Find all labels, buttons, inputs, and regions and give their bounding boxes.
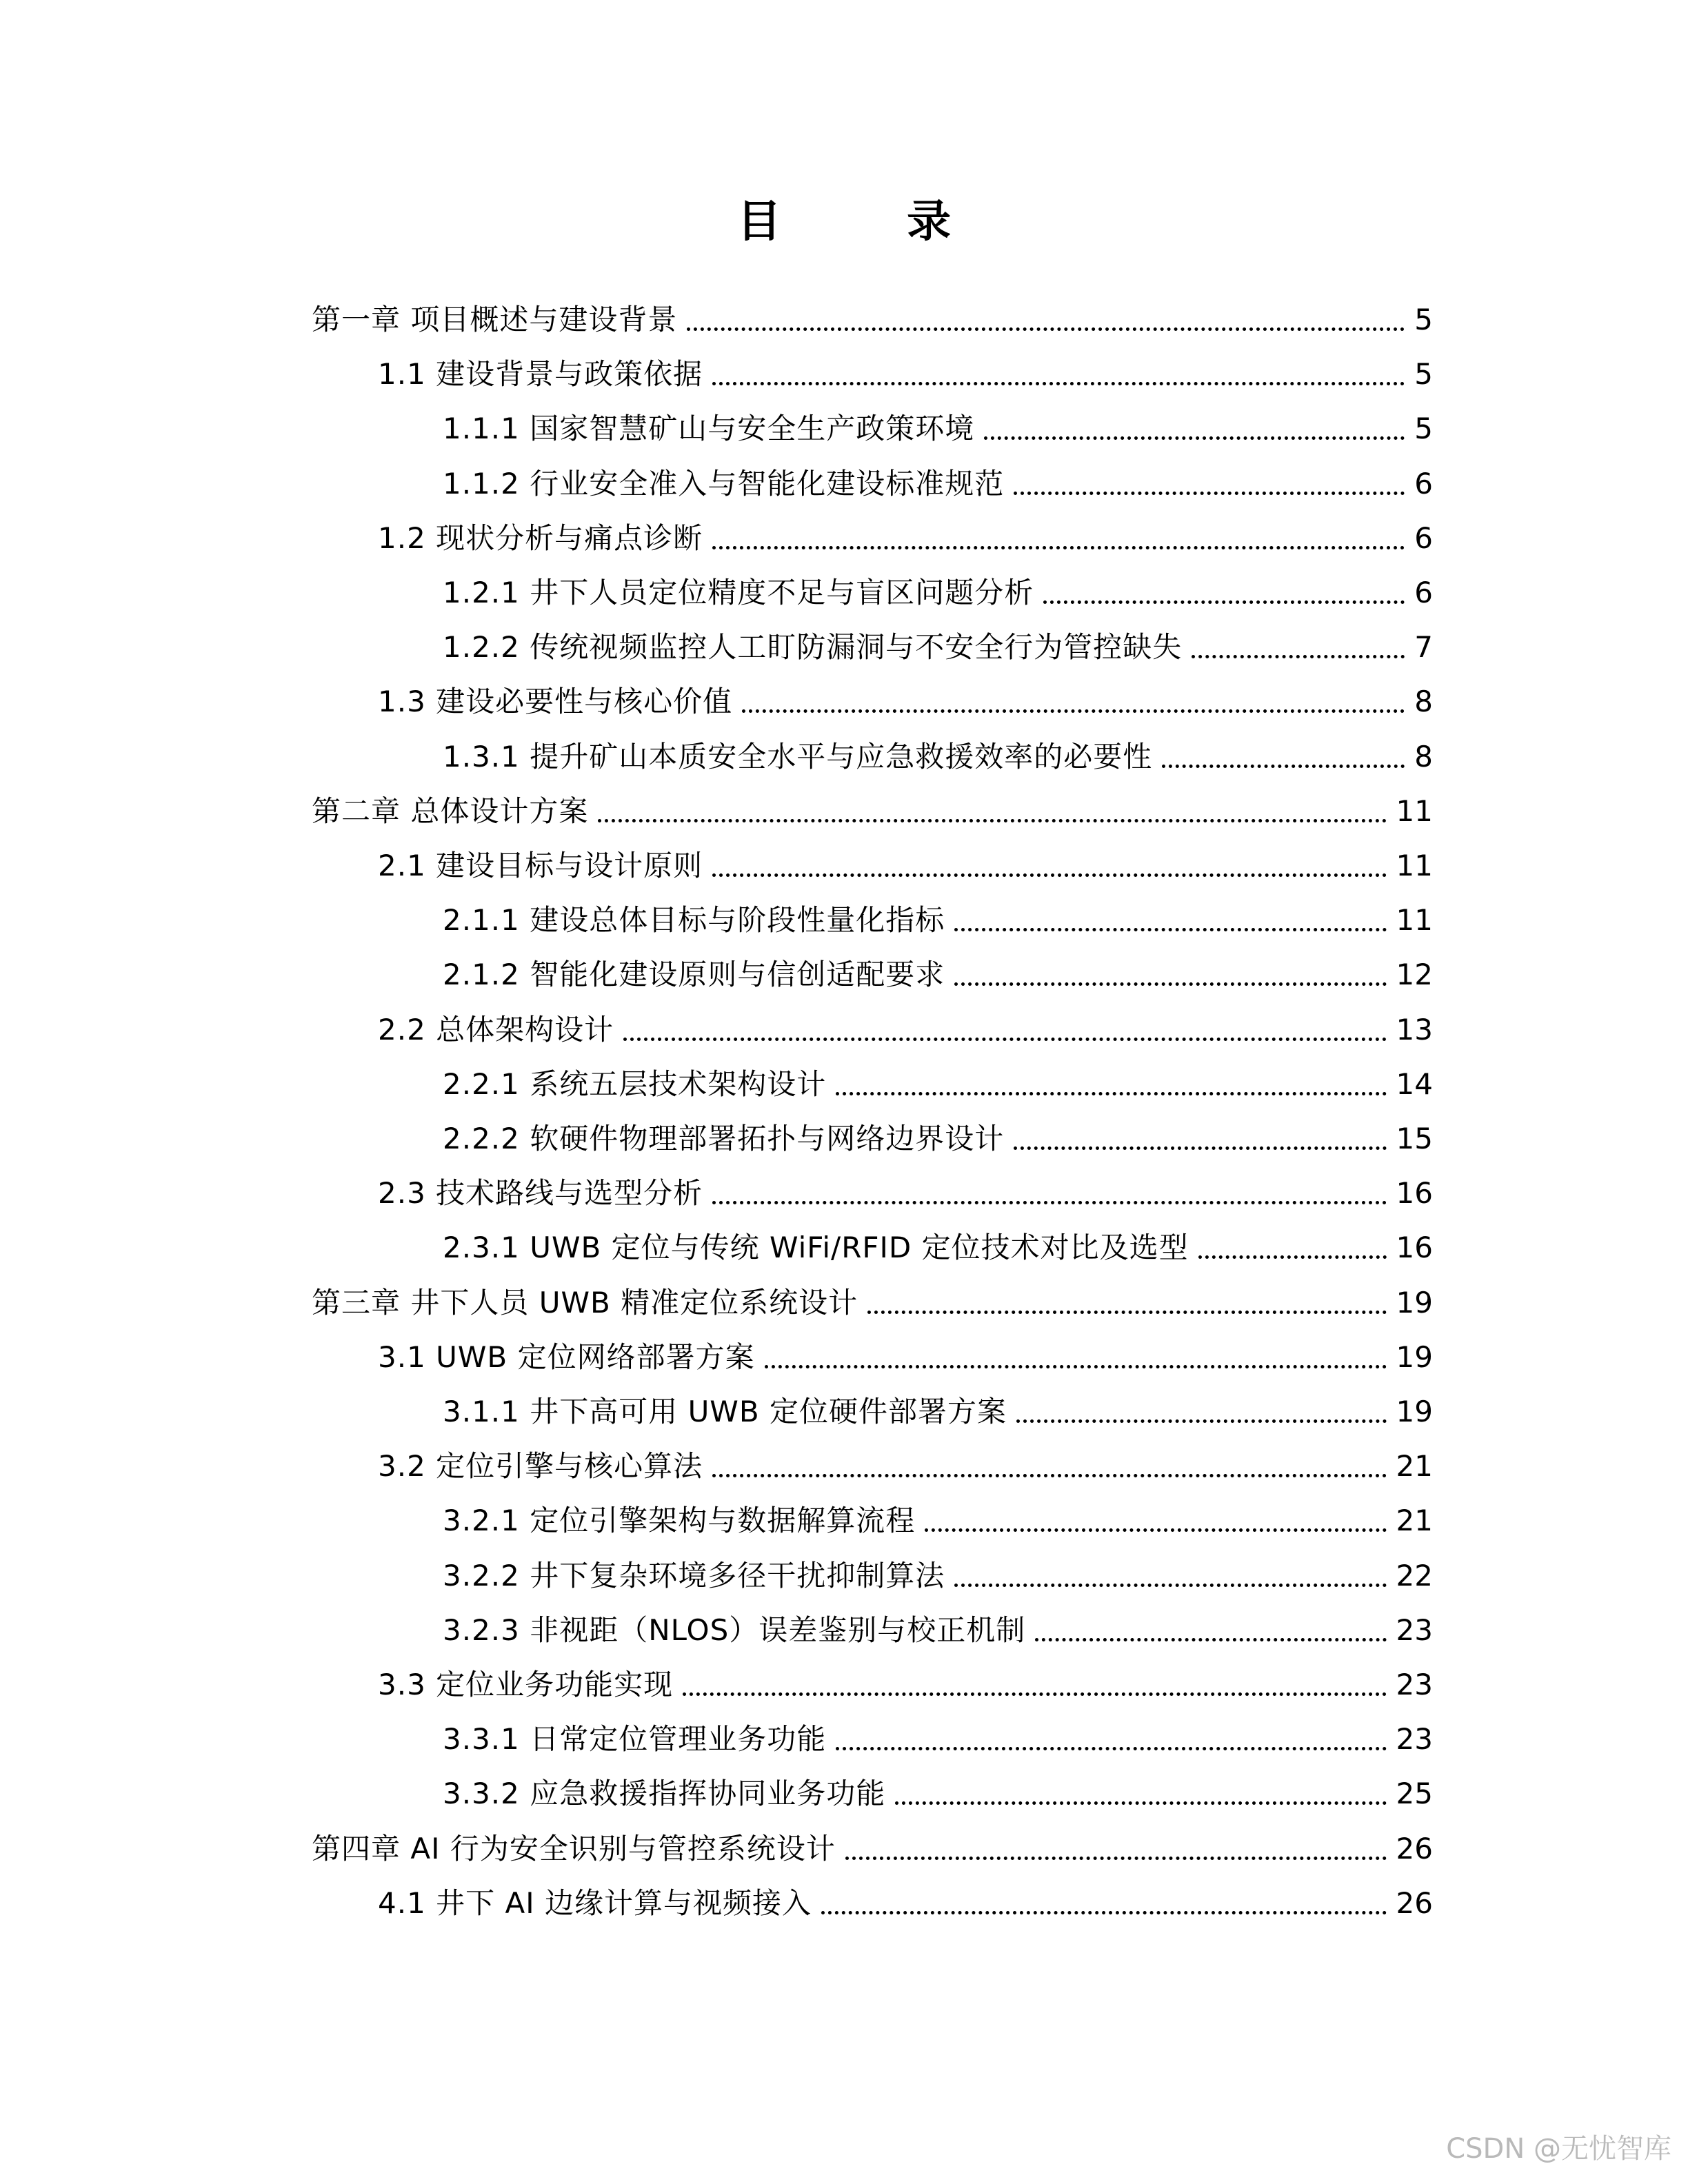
toc-entry-label: 3.1.1 井下高可用 UWB 定位硬件部署方案 [443,1395,1007,1428]
toc-entry[interactable] [443,956,1433,994]
toc-entry[interactable] [443,1228,1433,1267]
toc-entry-label: 2.3.1 UWB 定位与传统 WiFi/RFID 定位技术对比及选型 [443,1231,1189,1265]
dot-leader [687,327,1405,331]
toc-entry[interactable] [312,792,1433,831]
toc-entry-label: 第一章 项目概述与建设背景 [312,303,678,336]
toc-entry-page-number: 6 [1414,520,1433,555]
dot-leader [1162,765,1405,768]
toc-entry-page-number: 21 [1396,1449,1433,1484]
dot-leader [836,1092,1386,1095]
toc-entry[interactable] [378,1666,1433,1704]
toc-entry-label: 1.3.1 提升矿山本质安全水平与应急救援效率的必要性 [443,739,1153,774]
toc-entry[interactable] [443,1502,1433,1540]
toc-entry-label: 2.2.1 系统五层技术架构设计 [443,1066,827,1101]
toc-entry-page-number: 12 [1396,958,1433,992]
toc-entry[interactable] [443,1557,1433,1595]
dot-leader [765,1365,1387,1368]
dot-leader [623,1038,1386,1041]
dot-leader [712,546,1405,549]
toc-entry-page-number: 26 [1396,1831,1433,1866]
dot-leader [984,436,1405,440]
toc-entry-label: 1.1 建设背景与政策依据 [378,357,703,392]
toc-entry-label: 2.2 总体架构设计 [378,1012,614,1046]
dot-leader [742,709,1405,713]
dot-leader [836,1747,1386,1750]
toc-entry[interactable] [443,1611,1433,1650]
toc-entry-label: 4.1 井下 AI 边缘计算与视频接入 [378,1885,812,1920]
toc-entry[interactable] [312,1284,1433,1322]
toc-entry-page-number: 19 [1396,1395,1433,1428]
toc-entry-page-number: 11 [1396,849,1433,882]
dot-leader [867,1311,1386,1314]
toc-entry-label: 2.1.1 建设总体目标与阶段性量化指标 [443,903,945,938]
toc-entry-page-number: 8 [1414,739,1433,774]
dot-leader [925,1528,1386,1532]
toc-entry[interactable] [443,628,1433,667]
toc-entry-page-number: 8 [1414,685,1433,719]
toc-entry-label: 1.2 现状分析与痛点诊断 [378,520,703,555]
toc-entry[interactable] [378,682,1433,721]
toc-entry-page-number: 23 [1396,1668,1433,1701]
toc-entry[interactable] [443,1065,1433,1104]
dot-leader [1014,492,1405,495]
dot-leader [1016,1419,1387,1423]
toc-entry-label: 2.1 建设目标与设计原则 [378,849,703,882]
dot-leader [1192,655,1405,658]
dot-leader [712,1474,1386,1477]
toc-entry[interactable] [443,410,1433,448]
toc-entry-page-number: 19 [1396,1285,1433,1320]
toc-entry-label: 1.1.1 国家智慧矿山与安全生产政策环境 [443,412,975,446]
toc-entry-label: 2.3 技术路线与选型分析 [378,1176,703,1211]
toc-entry-label: 1.2.1 井下人员定位精度不足与盲区问题分析 [443,576,1034,609]
toc-entry-label: 1.1.2 行业安全准入与智能化建设标准规范 [443,466,1005,501]
toc-entry[interactable] [443,1393,1433,1431]
toc-entry[interactable] [378,847,1433,885]
dot-leader [845,1857,1387,1860]
toc-entry-page-number: 5 [1414,303,1433,336]
toc-entry[interactable] [378,519,1433,558]
toc-entry-label: 2.2.2 软硬件物理部署拓扑与网络边界设计 [443,1122,1005,1155]
toc-entry-label: 3.2 定位引擎与核心算法 [378,1449,703,1484]
dot-leader [954,1584,1386,1587]
toc-entry-page-number: 11 [1396,793,1433,828]
toc-entry-page-number: 19 [1396,1339,1433,1374]
toc-entry[interactable] [443,1120,1433,1158]
dot-leader [954,928,1386,931]
toc-entry-page-number: 11 [1396,903,1433,938]
toc-entry-label: 3.3.1 日常定位管理业务功能 [443,1722,827,1757]
toc-entry[interactable] [443,901,1433,940]
dot-leader [1198,1255,1387,1259]
toc-entry[interactable] [443,1775,1433,1813]
toc-entry-label: 3.3.2 应急救援指挥协同业务功能 [443,1777,886,1811]
toc-entry-page-number: 6 [1414,466,1433,501]
toc-entry-page-number: 16 [1396,1231,1433,1265]
dot-leader [712,1201,1386,1204]
toc-entry-label: 第四章 AI 行为安全识别与管控系统设计 [312,1831,836,1866]
toc-entry-page-number: 5 [1414,412,1433,446]
dot-leader [683,1692,1386,1696]
toc-entry-page-number: 23 [1396,1612,1433,1647]
toc-entry-label: 3.2.3 非视距（NLOS）误差鉴别与校正机制 [443,1612,1026,1647]
toc-entry[interactable] [378,355,1433,394]
page-title: 目 录 [736,196,1007,247]
toc-entry-label: 3.3 定位业务功能实现 [378,1668,674,1701]
dot-leader [1043,600,1405,604]
watermark: CSDN @无忧智库 [1446,2133,1671,2165]
dot-leader [895,1801,1386,1805]
toc-entry-page-number: 7 [1414,630,1433,665]
dot-leader [954,982,1386,986]
toc-entry-label: 2.1.2 智能化建设原则与信创适配要求 [443,958,945,992]
toc-entry[interactable] [443,738,1433,776]
toc-entry-label: 3.2.1 定位引擎架构与数据解算流程 [443,1504,916,1538]
toc-entry-label: 1.3 建设必要性与核心价值 [378,685,733,719]
toc-entry[interactable] [378,1447,1433,1486]
toc-entry[interactable] [378,1011,1433,1049]
toc-entry[interactable] [378,1884,1433,1923]
toc-entry-page-number: 6 [1414,576,1433,609]
toc-entry-page-number: 22 [1396,1558,1433,1593]
toc-entry-page-number: 15 [1396,1122,1433,1155]
toc-entry-page-number: 5 [1414,357,1433,392]
toc-entry[interactable] [443,465,1433,503]
toc-entry[interactable] [312,1830,1433,1868]
toc-entry-page-number: 13 [1396,1012,1433,1046]
toc-entry-page-number: 14 [1396,1066,1433,1101]
dot-leader [712,873,1386,877]
toc-entry-label: 第二章 总体设计方案 [312,793,589,828]
toc-entry-page-number: 23 [1396,1722,1433,1757]
toc-entry-page-number: 21 [1396,1504,1433,1538]
toc-entry[interactable] [378,1174,1433,1213]
toc-entry[interactable] [312,301,1433,339]
dot-leader [598,819,1386,822]
toc-entry-page-number: 25 [1396,1777,1433,1811]
dot-leader [1035,1638,1386,1641]
toc-entry-label: 3.2.2 井下复杂环境多径干扰抑制算法 [443,1558,945,1593]
toc-entry-page-number: 16 [1396,1176,1433,1211]
dot-leader [1014,1146,1386,1150]
toc-entry-page-number: 26 [1396,1885,1433,1920]
toc-entry[interactable] [378,1338,1433,1377]
toc-entry-label: 3.1 UWB 定位网络部署方案 [378,1339,755,1374]
toc-entry[interactable] [443,574,1433,612]
dot-leader [821,1911,1387,1914]
dot-leader [712,382,1405,385]
toc-entry[interactable] [443,1720,1433,1759]
toc-entry-label: 1.2.2 传统视频监控人工盯防漏洞与不安全行为管控缺失 [443,630,1183,665]
toc-entry-label: 第三章 井下人员 UWB 精准定位系统设计 [312,1285,858,1320]
